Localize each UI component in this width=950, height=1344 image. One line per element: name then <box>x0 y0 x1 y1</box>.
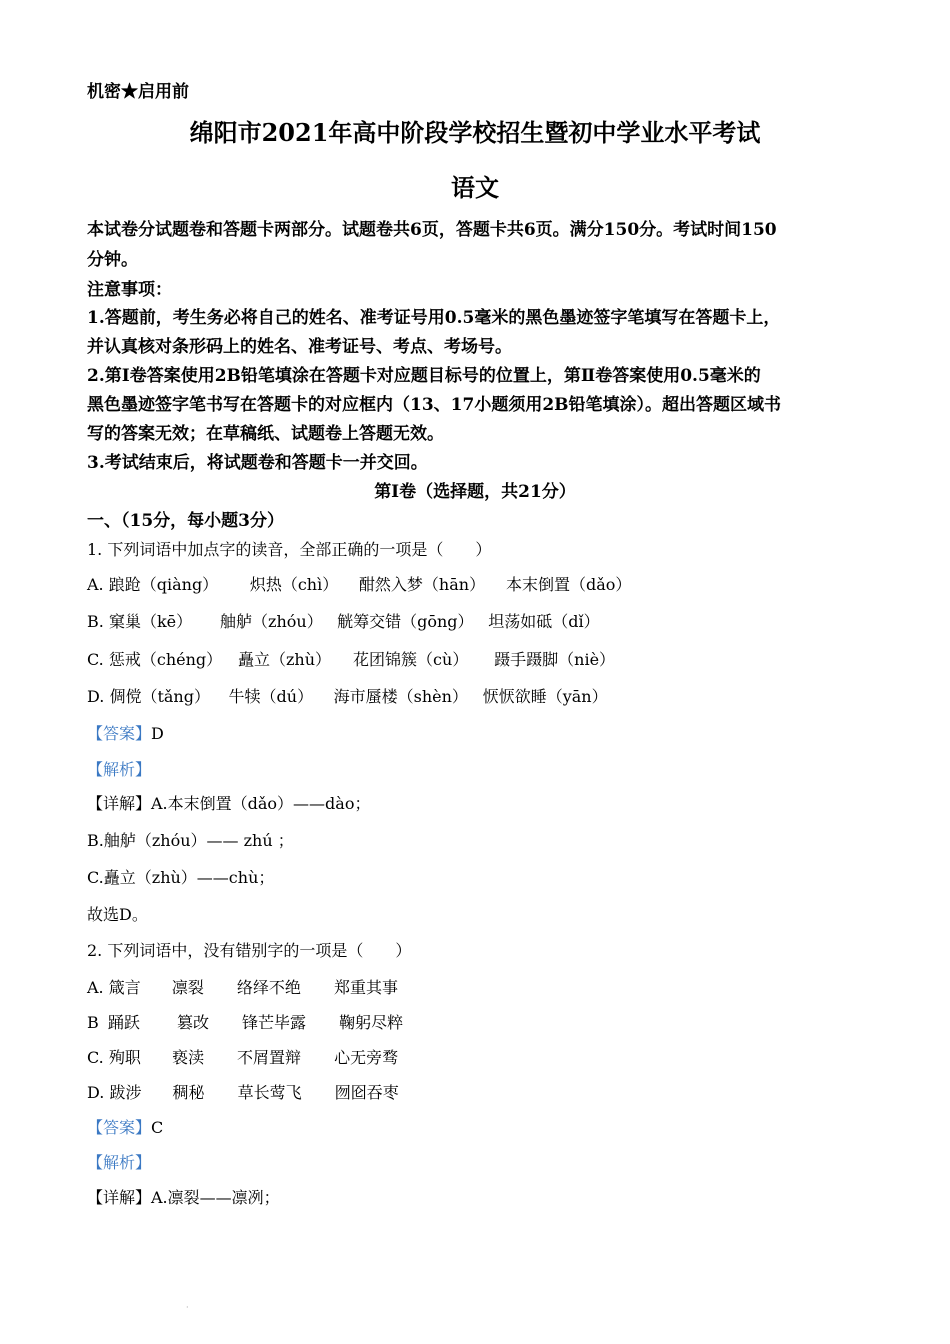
note-2c: 写的答案无效；在草稿纸、试题卷上答题无效。 <box>87 424 444 444</box>
q1-stem: 1. 下列词语中加点字的读音，全部正确的一项是（ ） <box>87 540 492 559</box>
option-item: 篡改 <box>176 1013 209 1032</box>
option-label: A. <box>87 575 104 594</box>
option-item: 踊跃 <box>107 1013 140 1032</box>
section-title: 第Ⅰ卷（选择题，共21分） <box>374 482 576 502</box>
option-item: 本末倒置（dǎo） <box>506 575 632 594</box>
option-label: B <box>87 1013 99 1032</box>
q2-option-b <box>87 1013 421 1033</box>
option-item: 踉跄（qiàng） <box>108 575 219 594</box>
exam-title: 绵阳市2021年高中阶段学校招生暨初中学业水平考试 <box>189 118 761 147</box>
option-item: 海市蜃楼（shèn） <box>333 687 468 706</box>
q2-stem: 2. 下列词语中，没有错别字的一项是（ ） <box>87 941 412 960</box>
option-item: 鞠躬尽粹 <box>339 1013 404 1032</box>
option-item: 亵渎 <box>171 1048 204 1067</box>
q1-answer <box>87 724 164 744</box>
option-label: D. <box>87 1083 105 1102</box>
intro-line-2: 分钟。 <box>87 250 138 270</box>
option-item: 恹恹欲睡（yān） <box>482 687 608 706</box>
option-item: 锋芒毕露 <box>242 1013 307 1032</box>
option-item: 稠秘 <box>172 1083 205 1102</box>
notes-heading: 注意事项： <box>87 280 172 300</box>
option-label: C. <box>87 650 104 669</box>
option-item: 跋涉 <box>109 1083 142 1102</box>
option-label: B. <box>87 612 104 631</box>
note-1b: 并认真核对条形码上的姓名、准考证号、考点、考场号。 <box>87 337 512 357</box>
answer-value: C <box>151 1118 164 1137</box>
option-label: D. <box>87 687 105 706</box>
confidential-label: 机密★启用前 <box>87 82 189 102</box>
option-item: 炽热（chì） <box>249 575 339 594</box>
option-label: A. <box>87 978 104 997</box>
option-item: 不屑置辩 <box>237 1048 302 1067</box>
note-3: 3.考试结束后，将试题卷和答题卡一并交回。 <box>87 453 428 473</box>
option-item: 箴言 <box>108 978 141 997</box>
note-2b: 黑色墨迹签字笔书写在答题卡的对应框内（13、17小题须用2B铅笔填涂）。超出答题区域书 <box>87 395 782 415</box>
intro-line-1: 本试卷分试题卷和答题卡两部分。试题卷共6页，答题卡共6页。满分150分。考试时间150 <box>87 220 777 240</box>
option-item: 牛犊（dú） <box>228 687 314 706</box>
answer-value: D <box>151 724 164 743</box>
option-item: 坦荡如砥（dǐ） <box>488 612 600 631</box>
q2-analysis-tag: 【解析】 <box>87 1153 152 1172</box>
option-item: 惩戒（chéng） <box>108 650 223 669</box>
option-item: 舳舻（zhóu） <box>220 612 323 631</box>
subject-title: 语文 <box>451 173 499 202</box>
option-label: C. <box>87 1048 104 1067</box>
q1-option-b <box>87 612 618 632</box>
q1-option-c <box>87 650 633 670</box>
option-item: 心无旁骛 <box>334 1048 399 1067</box>
part-1-heading: 一、（15分，每小题3分） <box>87 511 284 531</box>
q1-detail-3: C.矗立（zhù）——chù； <box>87 868 275 887</box>
q2-option-d <box>87 1083 417 1103</box>
option-item: 殉职 <box>108 1048 141 1067</box>
option-item: 凛裂 <box>171 978 204 997</box>
option-item: 囫囵吞枣 <box>334 1083 399 1102</box>
q1-option-d <box>87 687 626 707</box>
note-2a: 2.第Ⅰ卷答案使用2B铅笔填涂在答题卡对应题目标号的位置上，第Ⅱ卷答案使用0.5毫米的 <box>87 366 761 386</box>
option-item: 酣然入梦（hān） <box>358 575 486 594</box>
q2-answer <box>87 1118 163 1138</box>
option-item: 草长莺飞 <box>237 1083 302 1102</box>
q1-option-a <box>87 575 649 595</box>
answer-tag: 【答案】 <box>87 724 152 743</box>
q2-option-a <box>87 978 416 998</box>
q2-detail-1: 【详解】A.凛裂——凛冽； <box>87 1188 280 1207</box>
option-item: 络绎不绝 <box>236 978 301 997</box>
footer-mark: · <box>186 1303 189 1312</box>
option-item: 觥筹交错（gōng） <box>337 612 474 631</box>
note-1a: 1.答题前，考生务必将自己的姓名、准考证号用0.5毫米的黑色墨迹签字笔填写在答题卡上， <box>87 308 781 328</box>
q1-detail-1: 【详解】A.本末倒置（dǎo）——dào； <box>87 794 371 813</box>
option-item: 矗立（zhù） <box>237 650 331 669</box>
q2-option-c <box>87 1048 416 1068</box>
option-item: 倜傥（tǎng） <box>109 687 210 706</box>
option-item: 蹑手蹑脚（niè） <box>494 650 616 669</box>
option-item: 花团锦簇（cù） <box>353 650 469 669</box>
q1-analysis-tag: 【解析】 <box>87 760 152 779</box>
answer-tag: 【答案】 <box>87 1118 152 1137</box>
option-item: 郑重其事 <box>334 978 399 997</box>
option-item: 窠巢（kē） <box>108 612 193 631</box>
q1-detail-2: B.舳舻（zhóu）—— zhú ； <box>87 831 294 850</box>
q1-detail-4: 故选D。 <box>87 905 148 924</box>
